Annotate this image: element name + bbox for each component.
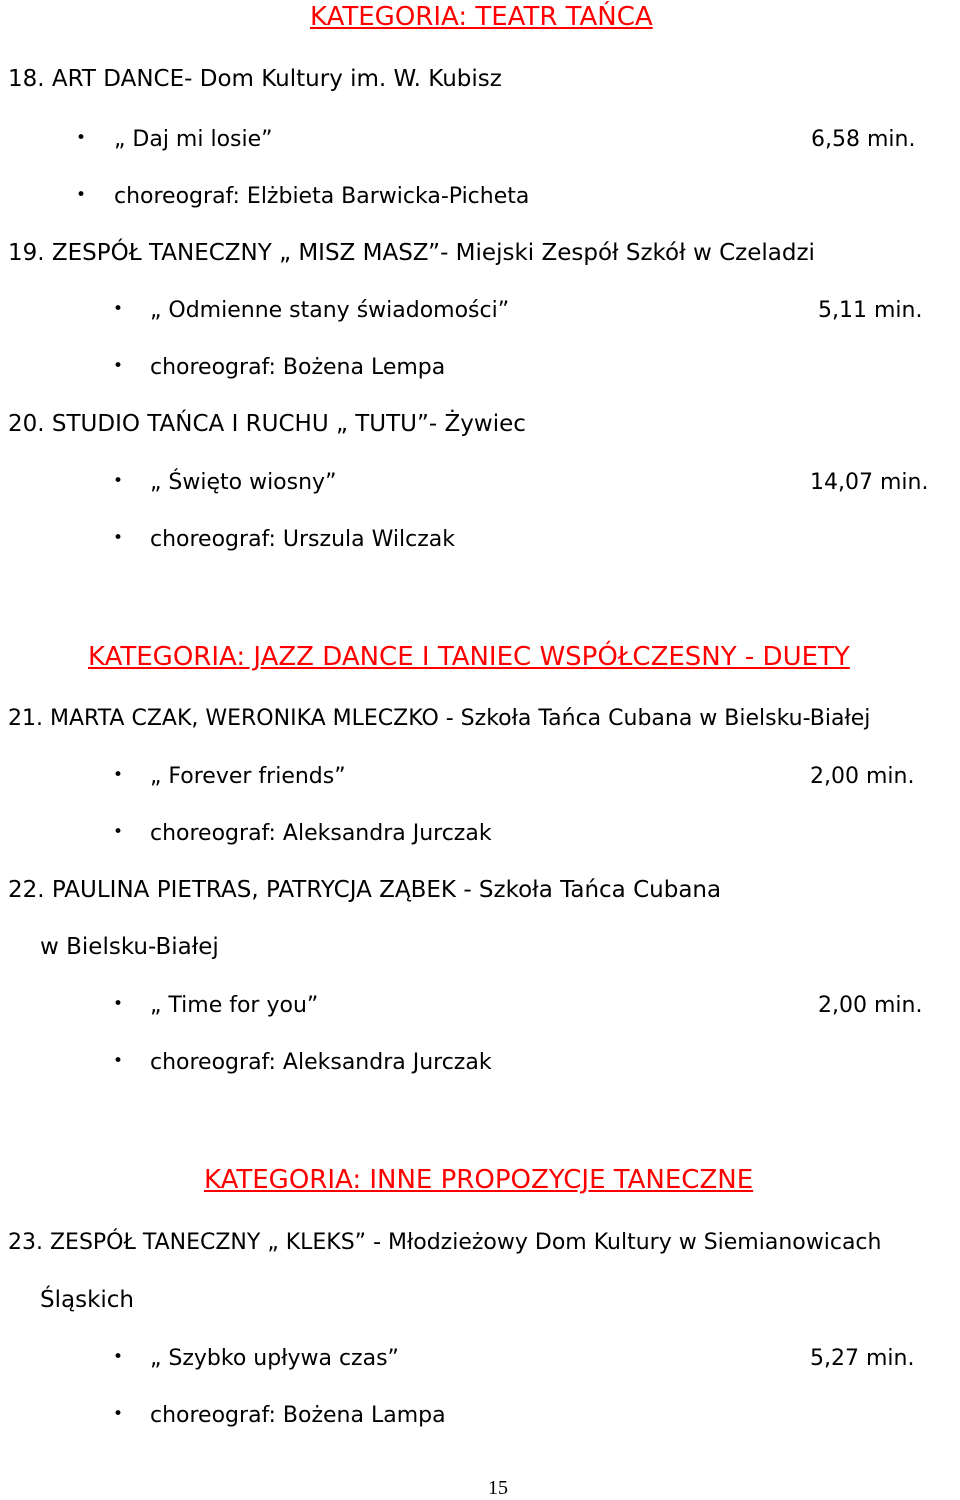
piece-title: „ Daj mi losie” bbox=[114, 127, 273, 152]
category-heading: KATEGORIA: JAZZ DANCE I TANIEC WSPÓŁCZESNY - DUETY bbox=[88, 642, 850, 672]
bullet-icon: • bbox=[113, 1347, 124, 1367]
entry-heading: 18. ART DANCE- Dom Kultury im. W. Kubisz bbox=[8, 66, 502, 92]
piece-duration: 14,07 min. bbox=[810, 470, 929, 495]
choreographer: choreograf: Aleksandra Jurczak bbox=[150, 821, 492, 846]
entry-heading: 20. STUDIO TAŃCA I RUCHU „ TUTU”- Żywiec bbox=[8, 411, 526, 437]
piece-duration: 6,58 min. bbox=[811, 127, 916, 152]
piece-title: „ Time for you” bbox=[150, 993, 319, 1018]
piece-title: „ Święto wiosny” bbox=[150, 470, 337, 495]
bullet-icon: • bbox=[76, 185, 87, 205]
category-heading: KATEGORIA: INNE PROPOZYCJE TANECZNE bbox=[204, 1165, 754, 1195]
piece-duration: 5,11 min. bbox=[818, 298, 923, 323]
bullet-icon: • bbox=[113, 765, 124, 785]
entry-heading: 23. ZESPÓŁ TANECZNY „ KLEKS” - Młodzieżowy Dom Kultury w Siemianowicach bbox=[8, 1230, 882, 1255]
piece-title: „ Szybko upływa czas” bbox=[150, 1346, 399, 1371]
piece-title: „ Odmienne stany świadomości” bbox=[150, 298, 510, 323]
choreographer: choreograf: Urszula Wilczak bbox=[150, 527, 455, 552]
entry-heading-continued: Śląskich bbox=[40, 1287, 134, 1313]
category-heading: KATEGORIA: TEATR TAŃCA bbox=[310, 2, 653, 32]
entry-heading: 21. MARTA CZAK, WERONIKA MLECZKO - Szkoła Tańca Cubana w Bielsku-Białej bbox=[8, 706, 871, 731]
bullet-icon: • bbox=[113, 1051, 124, 1071]
piece-duration: 2,00 min. bbox=[818, 993, 923, 1018]
bullet-icon: • bbox=[113, 299, 124, 319]
choreographer: choreograf: Bożena Lempa bbox=[150, 355, 446, 380]
entry-heading-continued: w Bielsku-Białej bbox=[40, 934, 219, 960]
bullet-icon: • bbox=[113, 822, 124, 842]
choreographer: choreograf: Elżbieta Barwicka-Picheta bbox=[114, 184, 530, 209]
bullet-icon: • bbox=[76, 128, 87, 148]
piece-duration: 5,27 min. bbox=[810, 1346, 915, 1371]
bullet-icon: • bbox=[113, 994, 124, 1014]
bullet-icon: • bbox=[113, 1404, 124, 1424]
piece-duration: 2,00 min. bbox=[810, 764, 915, 789]
entry-heading: 22. PAULINA PIETRAS, PATRYCJA ZĄBEK - Szkoła Tańca Cubana bbox=[8, 877, 722, 903]
piece-title: „ Forever friends” bbox=[150, 764, 346, 789]
choreographer: choreograf: Aleksandra Jurczak bbox=[150, 1050, 492, 1075]
page-number: 15 bbox=[488, 1477, 508, 1499]
choreographer: choreograf: Bożena Lampa bbox=[150, 1403, 446, 1428]
bullet-icon: • bbox=[113, 471, 124, 491]
bullet-icon: • bbox=[113, 528, 124, 548]
bullet-icon: • bbox=[113, 356, 124, 376]
entry-heading: 19. ZESPÓŁ TANECZNY „ MISZ MASZ”- Miejski Zespół Szkół w Czeladzi bbox=[8, 240, 815, 266]
